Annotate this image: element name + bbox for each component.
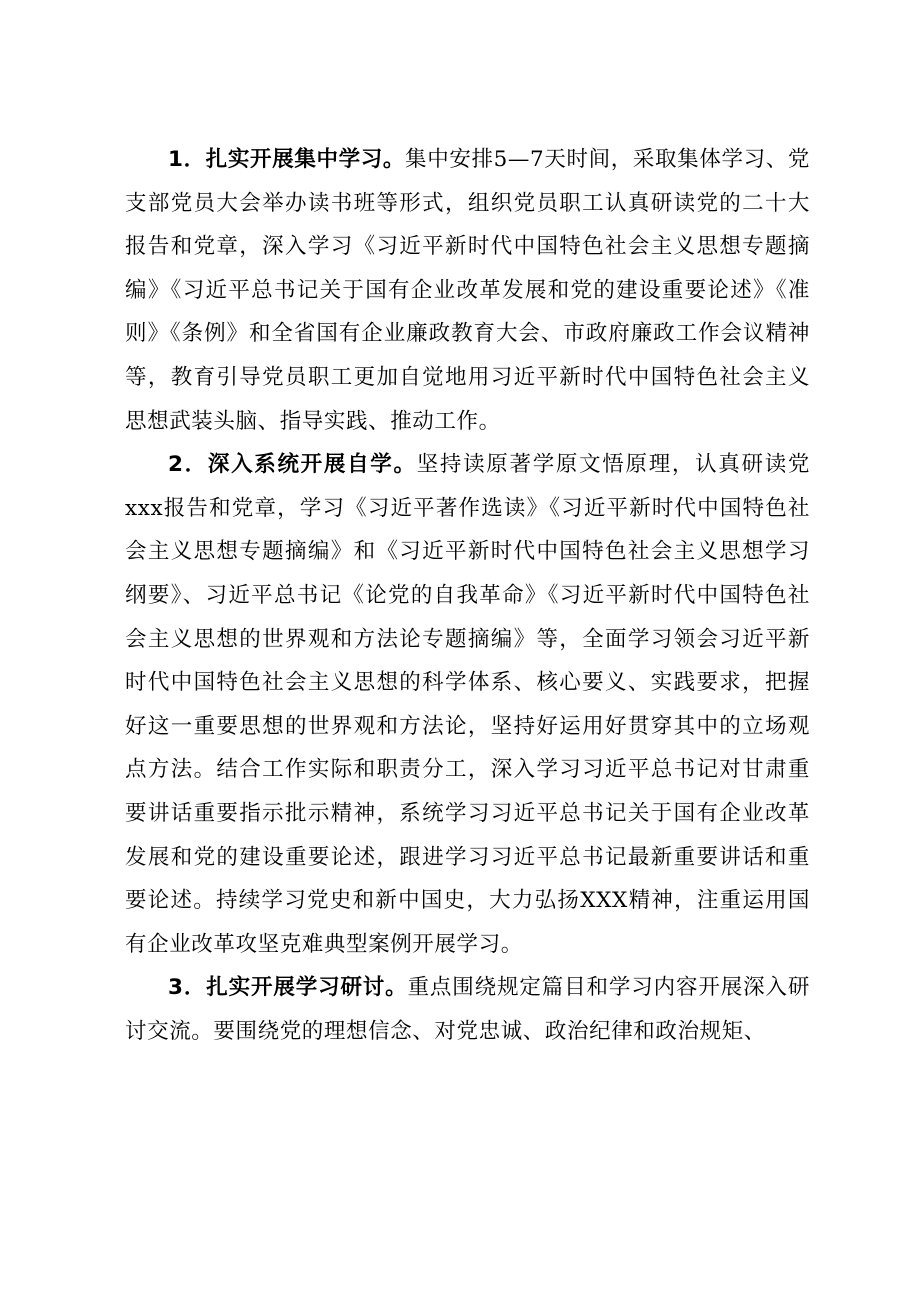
paragraph-1-heading: 1．扎实开展集中学习。 bbox=[168, 147, 406, 172]
document-body bbox=[125, 138, 810, 1053]
paragraph-1-text: 集中安排5—7天时间，采取集体学习、党支部党员大会举办读书班等形式，组织党员职工认真研读党的二十大报告和党章，深入学习《习近平新时代中国特色社会主义思想专题摘编》《习近平总书记关于国有企业改革发展和党的建设重要论述》《准则》《条例》和全省国有企业廉政教育大会、市政府廉政工作会议精神等，教育引导党员职工更加自觉地用习近平新时代中国特色社会主义思想武装头脑、指导实践、推动工作。 bbox=[125, 147, 811, 434]
paragraph-1 bbox=[125, 138, 810, 443]
paragraph-3-heading: 3．扎实开展学习研讨。 bbox=[168, 975, 408, 1001]
paragraph-2-text: 坚持读原著学原文悟原理，认真研读党xxx报告和党章，学习《习近平著作选读》《习近平新时代中国特色社会主义思想专题摘编》和《习近平新时代中国特色社会主义思想学习纲要》、习近平总书记《论党的自我革命》《习近平新时代中国特色社会主义思想的世界观和方法论专题摘编》等，全面学习领会习近平新时代中国特色社会主义思想的科学体系、核心要义、实践要求，把握好这一重要思想的世界观和方法论，坚持好运用好贯穿其中的立场观点方法。结合工作实际和职责分工，深入学习习近平总书记对甘肃重要讲话重要指示批示精神，系统学习习近平总书记关于国有企业改革发展和党的建设重要论述，跟进学习习近平总书记最新重要讲话和重要论述。持续学习党史和新中国史，大力弘扬XXX精神，注重运用国有企业改革攻坚克难典型案例开展学习。 bbox=[125, 452, 811, 957]
paragraph-3 bbox=[125, 966, 810, 1053]
paragraph-2 bbox=[125, 443, 810, 966]
paragraph-2-heading: 2．深入系统开展自学。 bbox=[168, 452, 417, 478]
paragraph-3-text: 重点围绕规定篇目和学习内容开展深入研讨交流。要围绕党的理想信念、对党忠诚、政治纪律和政治规矩、 bbox=[125, 975, 810, 1044]
